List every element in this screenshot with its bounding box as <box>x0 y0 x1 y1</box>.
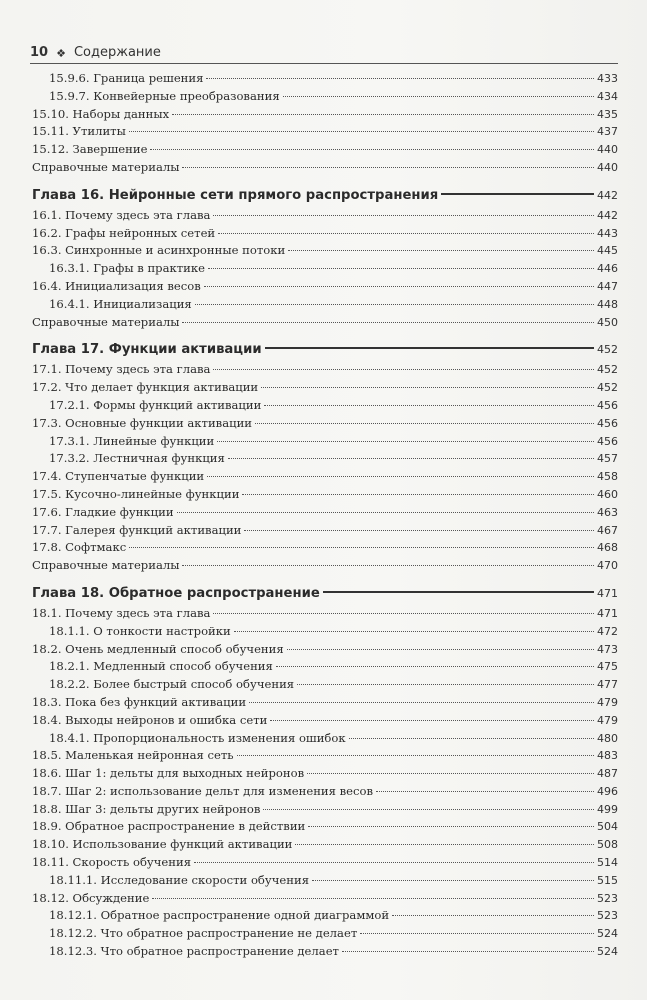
leader-dots <box>342 951 594 952</box>
leader-dots <box>270 720 594 721</box>
toc-entry <box>32 123 618 141</box>
table-of-contents <box>32 70 618 961</box>
toc-page-number: 456 <box>597 434 618 448</box>
toc-entry <box>32 539 618 557</box>
ornament-icon: ❖ <box>56 47 66 60</box>
leader-dots <box>376 791 594 792</box>
toc-entry <box>32 260 618 278</box>
toc-entry <box>32 712 618 730</box>
toc-page-number: 443 <box>597 226 618 240</box>
toc-entry-title: 18.1. Почему здесь эта глава <box>32 605 211 620</box>
toc-entry-title: Глава 16. Нейронные сети прямого распространения <box>32 187 439 203</box>
leader-dots <box>244 530 594 531</box>
toc-entry-title: 17.4. Ступенчатые функции <box>32 469 205 484</box>
leader-dots <box>207 476 594 477</box>
leader-dots <box>312 880 594 881</box>
toc-page-number: 458 <box>597 470 618 484</box>
toc-entry-title: 18.8. Шаг 3: дельты других нейронов <box>32 801 261 816</box>
toc-page-number: 433 <box>597 72 618 85</box>
toc-entry <box>32 907 618 925</box>
toc-page-number: 463 <box>597 505 618 519</box>
toc-entry <box>32 730 618 748</box>
toc-entry-title: Глава 17. Функции активации <box>32 342 262 358</box>
toc-page-number: 523 <box>597 909 618 923</box>
toc-page-number: 477 <box>597 678 618 692</box>
toc-entry <box>32 361 618 379</box>
toc-entry <box>32 106 618 124</box>
leader-dots <box>206 78 594 79</box>
leader-dots <box>295 844 594 845</box>
toc-page-number: 434 <box>597 89 618 103</box>
toc-page-number: 442 <box>597 188 618 202</box>
leader-dots <box>441 193 594 195</box>
leader-dots <box>242 494 594 495</box>
toc-entry-title: 17.2.1. Формы функций активации <box>49 397 262 412</box>
toc-page-number: 504 <box>597 820 618 834</box>
toc-page-number: 445 <box>597 244 618 258</box>
leader-dots <box>307 773 594 774</box>
toc-entry-title: 16.1. Почему здесь эта глава <box>32 207 211 222</box>
leader-dots <box>129 547 594 548</box>
toc-entry-title: 18.12.2. Что обратное распространение не делает <box>49 926 358 941</box>
leader-dots <box>228 458 594 459</box>
page-header <box>30 42 618 64</box>
leader-dots <box>150 149 594 150</box>
toc-entry-title: 18.12. Обсуждение <box>32 890 150 905</box>
leader-dots <box>265 347 594 349</box>
toc-entry-title: Глава 18. Обратное распространение <box>32 585 320 601</box>
toc-entry <box>32 70 618 88</box>
toc-page-number: 471 <box>597 606 618 620</box>
leader-dots <box>263 809 594 810</box>
toc-page-number: 523 <box>597 891 618 905</box>
toc-entry-title: 16.3. Синхронные и асинхронные потоки <box>32 243 286 258</box>
leader-dots <box>218 233 594 234</box>
toc-page-number: 496 <box>597 784 618 798</box>
toc-page-number: 508 <box>597 838 618 852</box>
toc-entry-title: 17.6. Гладкие функции <box>32 504 174 519</box>
leader-dots <box>217 441 594 442</box>
toc-entry <box>32 379 618 397</box>
toc-entry-title: 15.12. Завершение <box>32 142 148 157</box>
toc-entry-title: 18.12.3. Что обратное распространение делает <box>49 944 339 959</box>
toc-entry-title: 17.8. Софтмакс <box>32 540 127 555</box>
leader-dots <box>360 933 594 934</box>
toc-page-number: 467 <box>597 523 618 537</box>
leader-dots <box>182 322 594 323</box>
toc-entry-title: 18.5. Маленькая нейронная сеть <box>32 748 234 763</box>
leader-dots <box>264 405 594 406</box>
toc-entry <box>32 242 618 260</box>
leader-dots <box>172 114 594 115</box>
toc-entry-title: 17.5. Кусочно-линейные функции <box>32 486 240 501</box>
toc-entry <box>32 159 618 177</box>
toc-page-number: 470 <box>597 559 618 573</box>
toc-entry <box>32 801 618 819</box>
leader-dots <box>182 167 594 168</box>
toc-page-number: 524 <box>597 945 618 959</box>
toc-page-number: 479 <box>597 695 618 709</box>
leader-dots <box>249 702 594 703</box>
toc-entry <box>32 872 618 890</box>
toc-entry-title: 16.2. Графы нейронных сетей <box>32 225 216 240</box>
toc-entry <box>32 836 618 854</box>
toc-page-number: 450 <box>597 315 618 329</box>
toc-page-number: 456 <box>597 398 618 412</box>
toc-entry-title: 17.3.1. Линейные функции <box>49 433 215 448</box>
toc-page-number: 452 <box>597 381 618 395</box>
toc-page-number: 452 <box>597 343 618 357</box>
toc-entry <box>32 397 618 415</box>
toc-entry <box>32 818 618 836</box>
toc-page-number: 457 <box>597 452 618 466</box>
toc-entry-title: 16.3.1. Графы в практике <box>49 261 206 276</box>
leader-dots <box>194 862 594 863</box>
toc-entry-title: Справочные материалы <box>32 558 180 573</box>
toc-entry <box>32 783 618 801</box>
toc-entry <box>32 415 618 433</box>
toc-entry-title: Справочные материалы <box>32 314 180 329</box>
leader-dots <box>276 666 594 667</box>
running-title: Содержание <box>73 45 161 60</box>
leader-dots <box>323 591 594 593</box>
toc-entry-title: 17.3.2. Лестничная функция <box>49 451 225 466</box>
page-number: 10 <box>30 45 49 60</box>
toc-entry-title: 18.2.1. Медленный способ обучения <box>49 659 273 674</box>
toc-page-number: 524 <box>597 927 618 941</box>
leader-dots <box>182 565 594 566</box>
toc-entry <box>32 676 618 694</box>
toc-page-number: 447 <box>597 279 618 293</box>
leader-dots <box>308 826 594 827</box>
chapter-heading <box>32 185 618 207</box>
leader-dots <box>213 369 594 370</box>
leader-dots <box>283 96 594 97</box>
toc-entry <box>32 468 618 486</box>
leader-dots <box>152 898 594 899</box>
leader-dots <box>195 304 594 305</box>
leader-dots <box>392 915 594 916</box>
leader-dots <box>288 250 594 251</box>
leader-dots <box>213 613 594 614</box>
toc-entry <box>32 925 618 943</box>
toc-entry-title: 18.1.1. О тонкости настройки <box>49 623 231 638</box>
toc-entry <box>32 943 618 961</box>
leader-dots <box>297 684 594 685</box>
toc-page-number: 460 <box>597 487 618 501</box>
toc-page-number: 448 <box>597 297 618 311</box>
toc-entry-title: 18.2.2. Более быстрый способ обучения <box>49 677 295 692</box>
toc-entry-title: 17.7. Галерея функций активации <box>32 522 242 537</box>
leader-dots <box>349 738 594 739</box>
leader-dots <box>261 387 594 388</box>
toc-page-number: 440 <box>597 160 618 174</box>
toc-entry <box>32 88 618 106</box>
leader-dots <box>204 286 594 287</box>
leader-dots <box>237 755 594 756</box>
toc-entry-title: 18.2. Очень медленный способ обучения <box>32 641 284 656</box>
toc-entry <box>32 486 618 504</box>
leader-dots <box>208 268 594 269</box>
toc-entry <box>32 623 618 641</box>
toc-entry <box>32 747 618 765</box>
toc-entry <box>32 504 618 522</box>
leader-dots <box>129 131 594 132</box>
toc-page-number: 452 <box>597 363 618 377</box>
toc-entry-title: 18.7. Шаг 2: использование дельт для изменения весов <box>32 783 374 798</box>
toc-entry-title: 18.11. Скорость обучения <box>32 855 192 870</box>
toc-page-number: 480 <box>597 731 618 745</box>
toc-page-number: 514 <box>597 856 618 870</box>
toc-entry-title: 18.12.1. Обратное распространение одной диаграммой <box>49 908 390 923</box>
toc-page-number: 468 <box>597 541 618 555</box>
toc-entry-title: 18.6. Шаг 1: дельты для выходных нейронов <box>32 766 305 781</box>
toc-page-number: 487 <box>597 767 618 781</box>
toc-entry-title: 15.9.7. Конвейерные преобразования <box>49 88 280 103</box>
toc-entry <box>32 278 618 296</box>
leader-dots <box>177 512 594 513</box>
chapter-heading <box>32 339 618 361</box>
toc-entry-title: 18.11.1. Исследование скорости обучения <box>49 872 310 887</box>
toc-entry <box>32 433 618 451</box>
toc-entry <box>32 605 618 623</box>
toc-entry <box>32 890 618 908</box>
toc-page-number: 472 <box>597 624 618 638</box>
toc-page-number: 475 <box>597 660 618 674</box>
toc-entry <box>32 522 618 540</box>
toc-entry <box>32 225 618 243</box>
toc-page-number: 446 <box>597 262 618 276</box>
toc-entry-title: 18.10. Использование функций активации <box>32 837 293 852</box>
toc-page-number: 479 <box>597 713 618 727</box>
toc-page-number: 515 <box>597 873 618 887</box>
toc-page-number: 442 <box>597 208 618 222</box>
toc-page-number: 435 <box>597 107 618 121</box>
toc-entry <box>32 141 618 159</box>
toc-entry-title: 17.2. Что делает функция активации <box>32 380 259 395</box>
toc-entry-title: 18.9. Обратное распространение в действии <box>32 819 306 834</box>
toc-entry <box>32 314 618 332</box>
toc-page-number: 499 <box>597 802 618 816</box>
toc-entry <box>32 694 618 712</box>
toc-page-number: 456 <box>597 416 618 430</box>
toc-entry <box>32 207 618 225</box>
toc-entry-title: 15.10. Наборы данных <box>32 106 170 121</box>
toc-page-number: 473 <box>597 642 618 656</box>
leader-dots <box>287 649 594 650</box>
toc-entry <box>32 296 618 314</box>
leader-dots <box>213 215 594 216</box>
toc-page-number: 440 <box>597 143 618 157</box>
toc-entry-title: 15.11. Утилиты <box>32 124 126 139</box>
leader-dots <box>234 631 594 632</box>
toc-entry-title: 17.1. Почему здесь эта глава <box>32 362 211 377</box>
toc-entry-title: 15.9.6. Граница решения <box>49 71 204 85</box>
chapter-heading <box>32 583 618 605</box>
toc-entry-title: 16.4. Инициализация весов <box>32 278 201 293</box>
toc-entry-title: 18.4. Выходы нейронов и ошибка сети <box>32 712 268 727</box>
toc-entry-title: 18.3. Пока без функций активации <box>32 694 247 709</box>
toc-entry <box>32 557 618 575</box>
toc-entry-title: 18.4.1. Пропорциональность изменения ошибок <box>49 730 346 745</box>
toc-page-number: 437 <box>597 125 618 139</box>
toc-entry-title: 16.4.1. Инициализация <box>49 296 192 311</box>
toc-page-number: 471 <box>597 586 618 600</box>
toc-entry-title: Справочные материалы <box>32 159 180 174</box>
toc-entry <box>32 854 618 872</box>
toc-entry <box>32 658 618 676</box>
toc-entry-title: 17.3. Основные функции активации <box>32 415 253 430</box>
leader-dots <box>255 423 594 424</box>
toc-entry <box>32 450 618 468</box>
toc-entry <box>32 641 618 659</box>
toc-entry <box>32 765 618 783</box>
toc-page-number: 483 <box>597 749 618 763</box>
